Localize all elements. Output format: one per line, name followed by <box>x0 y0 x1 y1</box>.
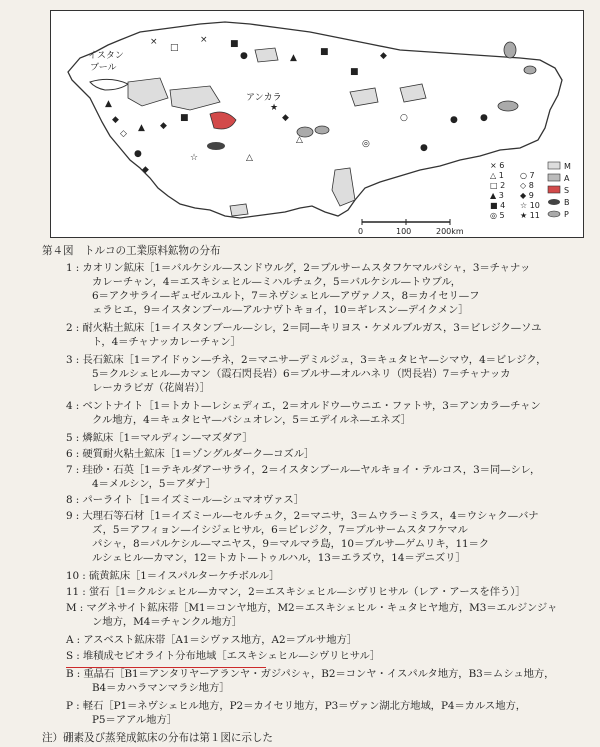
svg-text:◆: ◆ <box>380 51 387 61</box>
text-line: クル地方，4＝キュタヒヤ—バシュオレン，5＝エデイルネ—エネズ］ <box>92 414 412 426</box>
text-line: ェラヒエ，9＝イスタンブール—アルナヴトキョイ，10＝ギレスン—デイクメン］ <box>92 304 469 316</box>
text-line: 9 : 大理石等石材［1＝イズミール—セルチュク，2＝マニサ，3＝ムウラーミラス，4＝ウシャク—バナ <box>66 510 539 522</box>
svg-text:★: ★ <box>270 103 279 113</box>
text-line: P5＝アアル地方］ <box>92 714 178 726</box>
svg-text:△: △ <box>246 153 253 163</box>
svg-text:☆: ☆ <box>190 153 199 163</box>
svg-text:◇ 8: ◇ 8 <box>520 181 534 190</box>
svg-text:◆ 9: ◆ 9 <box>520 191 534 200</box>
svg-text:■: ■ <box>230 39 239 49</box>
text-line: 3 : 長石鉱床［1＝アイドゥン—チネ，2＝マニサ—デミルジュ，3＝キュタヒヤ—シマウ，4＝ビレジク， <box>66 354 547 366</box>
text-line: 4＝メルシン，5＝アダナ］ <box>92 478 217 490</box>
svg-text:△: △ <box>296 135 303 145</box>
svg-text:●: ● <box>134 149 142 159</box>
svg-text:200km: 200km <box>436 227 464 236</box>
text-line: 11 : 蛍石［1＝クルシェヒル—カマン，2＝エスキシェヒル—シヴリヒサル（レア・アースを伴う）］ <box>66 586 526 598</box>
svg-text:◆: ◆ <box>160 121 167 131</box>
text-line: 1 : カオリン鉱床［1＝バルケシル—スンドウルグ，2＝ブルサームスタフケマルパシャ，3＝チャナッ <box>66 262 531 274</box>
svg-text:■: ■ <box>350 67 359 77</box>
svg-text:●: ● <box>420 143 428 153</box>
svg-text:◆: ◆ <box>112 115 119 125</box>
svg-text:▲: ▲ <box>105 99 112 109</box>
text-line: ズ，5＝アフィョン—イシジェヒサル，6＝ビレジク，7＝ブルサームスタフケマル <box>92 524 468 536</box>
svg-text:◎: ◎ <box>362 139 370 149</box>
svg-text:☆ 10: ☆ 10 <box>520 201 540 210</box>
text-line: 8 : パーライト［1＝イズミール—シュマオヴァス］ <box>66 494 304 506</box>
svg-text:× 6: × 6 <box>490 161 505 170</box>
svg-text:■: ■ <box>320 47 329 57</box>
svg-text:■: ■ <box>180 113 189 123</box>
svg-text:A: A <box>564 174 570 183</box>
text-line: ルシェヒル—カマン，12＝トカト—トゥルハル，13＝エラズウ，14＝デニズリ］ <box>92 552 466 564</box>
svg-text:S: S <box>564 186 570 195</box>
svg-text:100: 100 <box>396 227 412 236</box>
text-line: カレーチャン，4＝エスキシェヒル—ミハルチュク，5＝バルケシル—トウブル， <box>92 276 462 288</box>
svg-text:○ 7: ○ 7 <box>520 171 535 180</box>
svg-text:◇: ◇ <box>120 129 127 139</box>
svg-text:●: ● <box>480 113 488 123</box>
text-line: 5 : 燐鉱床［1＝マルディン—マズダア］ <box>66 432 253 444</box>
text-line: B4＝カハラマンマラシ地方］ <box>92 682 230 694</box>
text-line: M : マグネサイト鉱床帯［M1＝コンヤ地方，M2＝エスキシェヒル・キュタヒヤ地方，M3＝エルジンジャ <box>66 602 558 614</box>
text-line: 6＝アクサライ—ギュゼルユルト，7＝ネヴシェヒル—アヴァノス，8＝カイセリ—フ <box>92 290 480 302</box>
svg-text:▲ 3: ▲ 3 <box>490 191 504 200</box>
svg-text:◆: ◆ <box>142 165 149 175</box>
svg-text:P: P <box>564 210 569 219</box>
svg-text:▲: ▲ <box>290 53 297 63</box>
text-line: パシャ，8＝バルケシル—マニヤス，9＝マルマラ島，10＝ブルサ—ゲムリキ，11＝ク <box>92 538 490 550</box>
svg-text:□: □ <box>170 43 179 53</box>
svg-text:0: 0 <box>358 227 364 236</box>
svg-text:●: ● <box>240 51 248 61</box>
svg-text:★ 11: ★ 11 <box>520 211 540 220</box>
svg-text:▲: ▲ <box>138 123 145 133</box>
text-line: ト，4＝チャナッカレーチャン］ <box>92 336 241 348</box>
text-line: ン地方，M4＝チャンクル地方］ <box>92 616 242 628</box>
text-line: 10 : 硫黄鉱床［1＝イスパルターケチボルル］ <box>66 570 280 582</box>
svg-text:B: B <box>564 198 570 207</box>
label-istanbul-2: ブール <box>90 63 117 73</box>
text-line: P : 軽石［P1＝ネヴシェヒル地方，P2＝カイセリ地方，P3＝ヴァン湖北方地域，P4＝カルス地方， <box>66 700 527 712</box>
text-line: レーカラビガ（花崗岩）］ <box>92 382 211 394</box>
svg-text:×: × <box>150 37 158 47</box>
svg-text:□ 2: □ 2 <box>490 181 506 190</box>
text-line: 5＝クルシェヒル—カマン（霞石閃長岩）6＝ブルサ—オルハネリ（閃長岩）7＝チャナッカ <box>92 368 511 380</box>
svg-text:■ 4: ■ 4 <box>490 201 506 210</box>
text-line: 2 : 耐火粘土鉱床［1＝イスタンブール—シレ，2＝同—キリヨス・ケメルブルガス，3＝ビレジク—ソユ <box>66 322 542 334</box>
text-line: B : 重晶石［B1＝アンタリヤーアランヤ・ガジパシャ，B2＝コンヤ・イスパルタ地方，B3＝ムシュ地方， <box>66 668 555 680</box>
svg-text:×: × <box>200 35 208 45</box>
svg-text:◆: ◆ <box>282 113 289 123</box>
text-line: 7 : 珪砂・石英［1＝テキルダアーサライ，2＝イスタンブール—ヤルキョイ・テルコス，3＝同—シレ， <box>66 464 541 476</box>
text-line: 6 : 硬質耐火粘土鉱床［1＝ゾングルダーク—コズル］ <box>66 448 315 460</box>
label-ankara: アンカラ <box>246 93 282 103</box>
svg-text:M: M <box>564 162 571 171</box>
svg-text:△ 1: △ 1 <box>490 171 504 180</box>
footnote: 注）硼素及び蒸発成鉱床の分布は第１図に示した <box>42 732 273 744</box>
text-line: A : アスベスト鉱床帯［A1＝シヴァス地方，A2＝ブルサ地方］ <box>66 634 358 646</box>
svg-text:◎ 5: ◎ 5 <box>490 211 505 220</box>
text-line: 4 : ベントナイト［1＝トカト—レシェディエ，2＝オルドウ—ウニエ・ファトサ，3＝アンカラ—チャン <box>66 400 541 412</box>
text-line-sepiolite: S : 堆積成セピオライト分布地域［エスキシェヒル—シヴリヒサル］ <box>66 650 381 662</box>
figure-caption: 第４図 トルコの工業原料鉱物の分布 <box>42 245 221 257</box>
svg-text:●: ● <box>450 115 458 125</box>
svg-text:○: ○ <box>400 113 408 123</box>
label-istanbul: イスタン <box>88 51 124 61</box>
